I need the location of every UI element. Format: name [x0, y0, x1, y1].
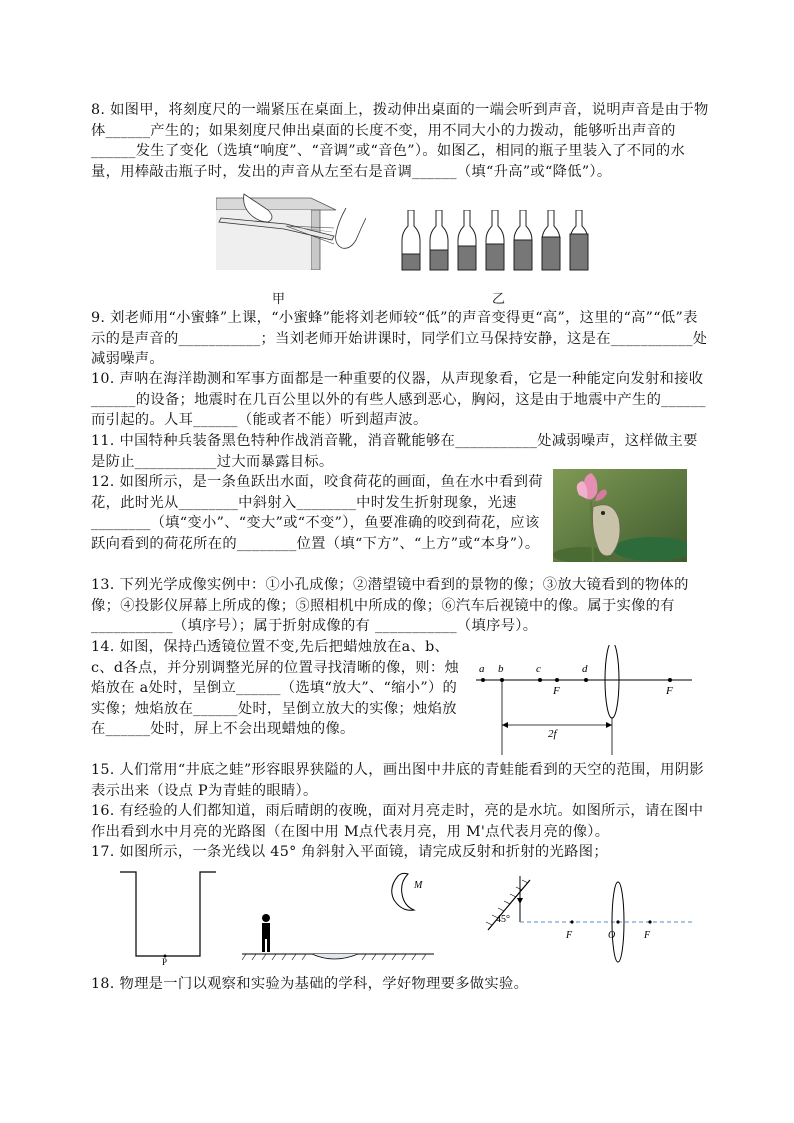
figure-jia-ruler [216, 188, 366, 270]
label-F-left: F [553, 685, 560, 697]
label-jia: 甲 [272, 292, 286, 307]
point-b [500, 678, 504, 682]
question-17: 17. 如图所示，一条光线以 45° 角斜射入平面镜，请完成反射和折射的光路图； [91, 844, 608, 860]
question-14: 14. 如图，保持凸透镜位置不变,先后把蜡烛放在a、b、c、d各点，并分别调整光屏的位置寻找清晰的像，则：烛焰放在 a处时，呈倒立______（选填“放大”、“缩小”）的实像；烛焰放在______处时，呈倒立放大的实像；烛焰放在______处时，屏上不会出现蜡烛的像。 [91, 639, 460, 737]
fish-lotus-photo [553, 469, 687, 562]
label-c: c [536, 663, 541, 675]
question-11: 11. 中国特种兵装备黑色特种作战消音靴，消音靴能够在___________处减弱噪声，这样做主要是防止___________过大而暴露目标。 [91, 433, 698, 470]
label-P: P [162, 957, 168, 966]
point-d [584, 678, 588, 682]
mirror-lens-figure [480, 870, 700, 966]
label-yi: 乙 [492, 292, 506, 307]
question-15: 15. 人们常用“井底之蛙”形容眼界狭隘的人，画出图中井底的青蛙能看到的天空的范围，用阴影表示出来（设点 P为青蛙的眼睛）。 [91, 762, 704, 799]
label-F-right: F [666, 685, 673, 697]
figure-yi-bottles [400, 210, 590, 272]
question-18: 18. 物理是一门以观察和实验为基础的学科，学好物理要多做实验。 [91, 976, 529, 992]
point-c [538, 678, 542, 682]
question-9: 9. 刘老师用“小蜜蜂”上课，“小蜜蜂”能将刘老师较“低”的声音变得更“高”，这里的“高”“低”表示的是声音的___________；当刘老师开始讲课时，同学们立马保持安静，这是在___________处减弱噪声。 [91, 310, 708, 367]
label-b: b [498, 663, 504, 675]
moon-puddle-figure [238, 870, 438, 966]
point-F-right [668, 678, 672, 682]
label-F2: F [644, 930, 651, 941]
label-d: d [582, 663, 588, 675]
label-F1: F [566, 930, 573, 941]
label-O: O [608, 930, 616, 941]
point-a [481, 678, 485, 682]
question-10: 10. 声呐在海洋勘测和军事方面都是一种重要的仪器，从声现象看，它是一种能定向发射和接收______的设备；地震时在几百公里以外的有些人感到恶心，胸闷，这是由于地震中产生的______而引起的。人耳______（能或者不能）听到超声波。 [91, 371, 706, 428]
question-13: 13. 下列光学成像实例中：①小孔成像；②潜望镜中看到的景物的像；③放大镜看到的物体的像；④投影仪屏幕上所成的像；⑤照相机中所成的像；⑥汽车后视镜中的像。属于实像的有 ___________（填序号）；属于折射成像的有 ___________（填序号）。 [91, 577, 689, 634]
point-F-left [555, 678, 559, 682]
label-45: 45° [496, 914, 510, 925]
well-figure [118, 870, 218, 966]
convex-lens-diagram [468, 645, 696, 757]
label-M: M [414, 880, 423, 891]
question-16: 16. 有经验的人们都知道，雨后晴朗的夜晚，面对月亮走时，亮的是水坑。如图所示，请在图中作出看到水中月亮的光路图（在图中用 M点代表月亮，用 M'点代表月亮的像）。 [91, 803, 704, 840]
question-8: 8. 如图甲，将刻度尺的一端紧压在桌面上，拨动伸出桌面的一端会听到声音，说明声音是由于物体______产生的；如果刻度尺伸出桌面的长度不变，用不同大小的力拨动，能够听出声音的______发生了变化（选填“响度”、“音调”或“音色”）。如图乙，相同的瓶子里装入了不同的水量，用棒敲击瓶子时，发出的声音从左至右是音调______（填“升高”或“降低”）。 [91, 102, 709, 180]
label-a: a [479, 663, 485, 675]
label-2f: 2f [548, 728, 557, 740]
question-12: 12. 如图所示，是一条鱼跃出水面，咬食荷花的画面，鱼在水中看到荷花，此时光从________中斜射入________中时发生折射现象，光速________（填“变小”、“变大”或“不变”），鱼要准确的咬到荷花，应该跃向看到的荷花所在的________位置（填“下方”、“上方”或“本身”）。 [91, 474, 543, 552]
